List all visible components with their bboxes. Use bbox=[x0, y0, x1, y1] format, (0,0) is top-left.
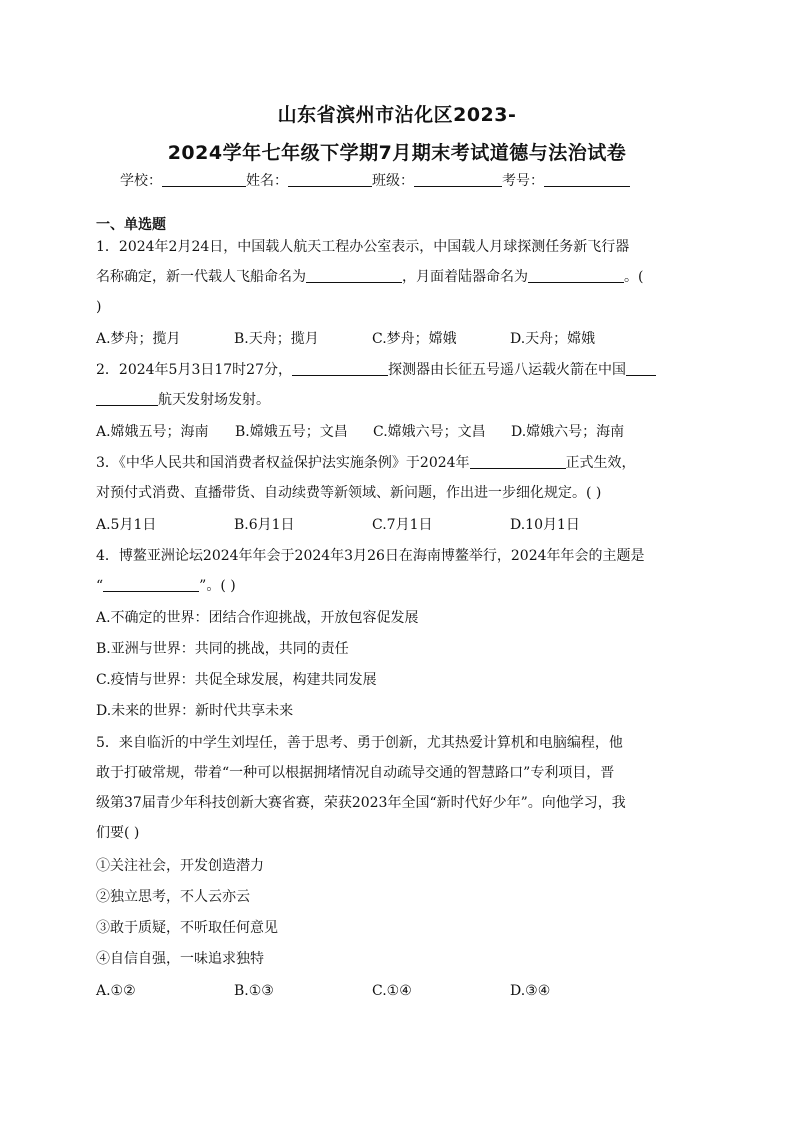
school-blank bbox=[162, 172, 246, 187]
q3-line-2: 对预付式消费、直播带货、自动续费等新领域、新问题，作出进一步细化规定。( ) bbox=[96, 485, 602, 501]
q2-option-a: A.嫦娥五号；海南 bbox=[96, 424, 209, 440]
q3-option-c: C.7月1日 bbox=[372, 517, 433, 533]
q1-line-2: 名称确定，新一代载人飞船命名为 ，月面着陆器命名为 。( bbox=[96, 269, 644, 285]
q1-option-a: A.梦舟；揽月 bbox=[96, 331, 181, 347]
q5-line-4: 们要( ) bbox=[96, 825, 140, 841]
name-label: 姓名： bbox=[246, 173, 288, 189]
q4-line-2: “ ”。( ) bbox=[96, 578, 236, 594]
q5-option-d: D.③④ bbox=[510, 983, 551, 999]
q3-option-d: D.10月1日 bbox=[510, 517, 580, 533]
exam-title-line-1: 山东省滨州市沾化区2023- bbox=[277, 104, 517, 126]
q3-blank bbox=[470, 454, 566, 469]
q1-line-3: ) bbox=[96, 299, 102, 315]
q5-item-3: ③敢于质疑，不听取任何意见 bbox=[96, 920, 278, 936]
q2-option-d: D.嫦娥六号；海南 bbox=[511, 424, 625, 440]
q5-item-4: ④自信自强，一味追求独特 bbox=[96, 951, 264, 967]
q3-option-b: B.6月1日 bbox=[234, 517, 295, 533]
q3-option-a: A.5月1日 bbox=[96, 517, 157, 533]
q2-option-b: B.嫦娥五号；文昌 bbox=[235, 424, 348, 440]
q2-blank-1 bbox=[292, 361, 388, 376]
q1-option-c: C.梦舟；嫦娥 bbox=[372, 331, 457, 347]
q5-item-1: ①关注社会，开发创造潜力 bbox=[96, 858, 264, 874]
q2-line-2: 航天发射场发射。 bbox=[96, 391, 270, 409]
q4-line-1: 4．博鳌亚洲论坛2024年年会于2024年3月26日在海南博鳌举行，2024年年会的主题是 bbox=[96, 548, 645, 564]
student-info-row bbox=[120, 170, 630, 190]
q1-blank-2 bbox=[528, 268, 624, 283]
exam-no-label: 考号： bbox=[502, 173, 544, 189]
q4-option-b: B.亚洲与世界：共同的挑战，共同的责任 bbox=[96, 641, 349, 657]
q3-line-1: 3．《中华人民共和国消费者权益保护法实施条例》于2024年 正式生效， bbox=[96, 455, 636, 471]
q2-blank-2b bbox=[96, 391, 158, 406]
q4-option-d: D.未来的世界：新时代共享未来 bbox=[96, 703, 294, 719]
q4-blank bbox=[103, 577, 199, 592]
class-label: 班级： bbox=[372, 173, 414, 189]
q2-line-1: 2．2024年5月3日17时27分， 探测器由长征五号遥八运载火箭在中国 bbox=[96, 361, 656, 379]
q4-option-a: A.不确定的世界：团结合作迎挑战，开放包容促发展 bbox=[96, 610, 419, 626]
name-blank bbox=[288, 172, 372, 187]
q2-blank-2a bbox=[626, 361, 656, 376]
exam-no-blank bbox=[544, 172, 630, 187]
q5-line-3: 级第37届青少年科技创新大赛省赛，荣获2023年全国“新时代好少年”。向他学习，我 bbox=[96, 795, 626, 811]
q5-item-2: ②独立思考，不人云亦云 bbox=[96, 889, 250, 905]
q1-option-d: D.天舟；嫦娥 bbox=[510, 331, 596, 347]
school-label: 学校： bbox=[120, 173, 162, 189]
q5-line-2: 敢于打破常规，带着“一种可以根据拥堵情况自动疏导交通的智慧路口”专利项目，晋 bbox=[96, 765, 615, 781]
q2-option-c: C.嫦娥六号；文昌 bbox=[373, 424, 486, 440]
q5-line-1: 5．来自临沂的中学生刘埕任，善于思考、勇于创新，尤其热爱计算机和电脑编程，他 bbox=[96, 735, 623, 751]
q1-blank-1 bbox=[306, 268, 402, 283]
exam-title-line-2: 2024学年七年级下学期7月期末考试道德与法治试卷 bbox=[167, 142, 627, 164]
q5-option-b: B.①③ bbox=[234, 983, 274, 999]
section-heading: 一、单选题 bbox=[96, 217, 166, 233]
q5-option-a: A.①② bbox=[96, 983, 136, 999]
q5-option-c: C.①④ bbox=[372, 983, 412, 999]
q4-option-c: C.疫情与世界：共促全球发展，构建共同发展 bbox=[96, 672, 377, 688]
q1-line-1: 1．2024年2月24日，中国载人航天工程办公室表示，中国载人月球探测任务新飞行器 bbox=[96, 239, 630, 255]
q1-option-b: B.天舟；揽月 bbox=[234, 331, 319, 347]
class-blank bbox=[414, 172, 502, 187]
